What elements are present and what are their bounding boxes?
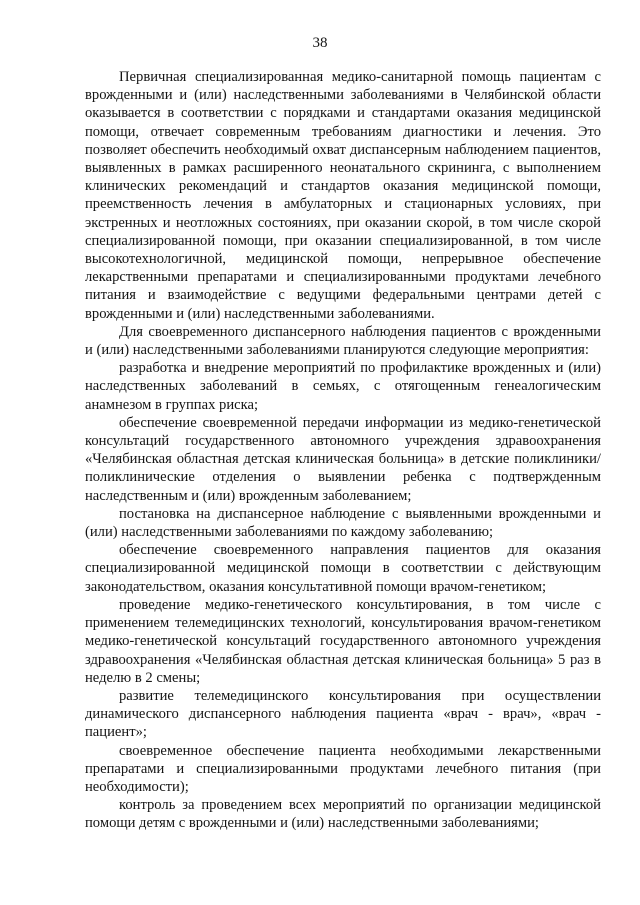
list-item-dispensary-registration: постановка на диспансерное наблюдение с выявленными врожденными и (или) наследственными заболеваниями по каждому заболеванию;: [85, 505, 601, 541]
list-item-drug-supply: своевременное обеспечение пациента необходимыми лекарственными препаратами и специализированными продуктами лечебного питания (при необходимости);: [85, 742, 601, 795]
paragraph-intro: Первичная специализированная медико-санитарной помощь пациентам с врожденными и (или) наследственными заболеваниями в Челябинской области оказывается в соответствии с порядками и стандартами оказания медицинской помощи, отвечает современным требованиям диагностики и лечения. Это позволяет обеспечить необходимый охват диспансерным наблюдением пациентов, выявленных в рамках расширенного неонатального скрининга, с выполнением клинических рекомендаций и стандартов оказания медицинской помощи, преемственность лечения в амбулаторных и стационарных условиях, при экстренных и неотложных состояниях, при оказании скорой, в том числе скорой специализированной помощи, при оказании специализированной, в том числе высокотехнологичной, медицинской помощи, непрерывное обеспечение лекарственными препаратами и специализированными продуктами лечебного питания и взаимодействие с ведущими федеральными центрами детей с врожденными и (или) наследственными заболеваниями.: [85, 69, 601, 322]
paragraph-measures-lead: Для своевременного диспансерного наблюдения пациентов с врожденными и (или) наследственными заболеваниями планируются следующие мероприятия:: [85, 323, 601, 359]
list-item-referral: обеспечение своевременного направления пациентов для оказания специализированной медицинской помощи в соответствии с действующим законодательством, оказания консультативной помощи врачом-генетиком;: [85, 542, 601, 595]
list-item-information-transfer: обеспечение своевременной передачи информации из медико-генетической консультаций государственного автономного учреждения здравоохранения «Челябинская областная детская клиническая больница» в детские поликлиники/поликлинические отделения о выявлении ребенка с подтвержденным наследственным и (или) врожденным заболеванием;: [85, 414, 601, 504]
list-item-telemedicine: развитие телемедицинского консультирования при осуществлении динамического диспансерного наблюдения пациента «врач - врач», «врач - пациент»;: [85, 687, 601, 741]
list-item-prevention: разработка и внедрение мероприятий по профилактике врожденных и (или) наследственных заболеваний в семьях, с отягощенным генеалогическим анамнезом в группах риска;: [85, 360, 601, 413]
list-item-control: контроль за проведением всех мероприятий по организации медицинской помощи детям с врожденными и (или) наследственными заболеваниями;: [85, 797, 601, 832]
list-item-genetic-counseling: проведение медико-генетического консультирования, в том числе с применением телемедицинских технологий, консультирования врачом-генетиком медико-генетической консультаций государственного автономного учреждения здравоохранения «Челябинская областная детская клиническая больница» 5 раз в неделю в 2 смены;: [85, 596, 601, 686]
page-number: 38: [312, 35, 328, 51]
document-body: [85, 68, 601, 833]
